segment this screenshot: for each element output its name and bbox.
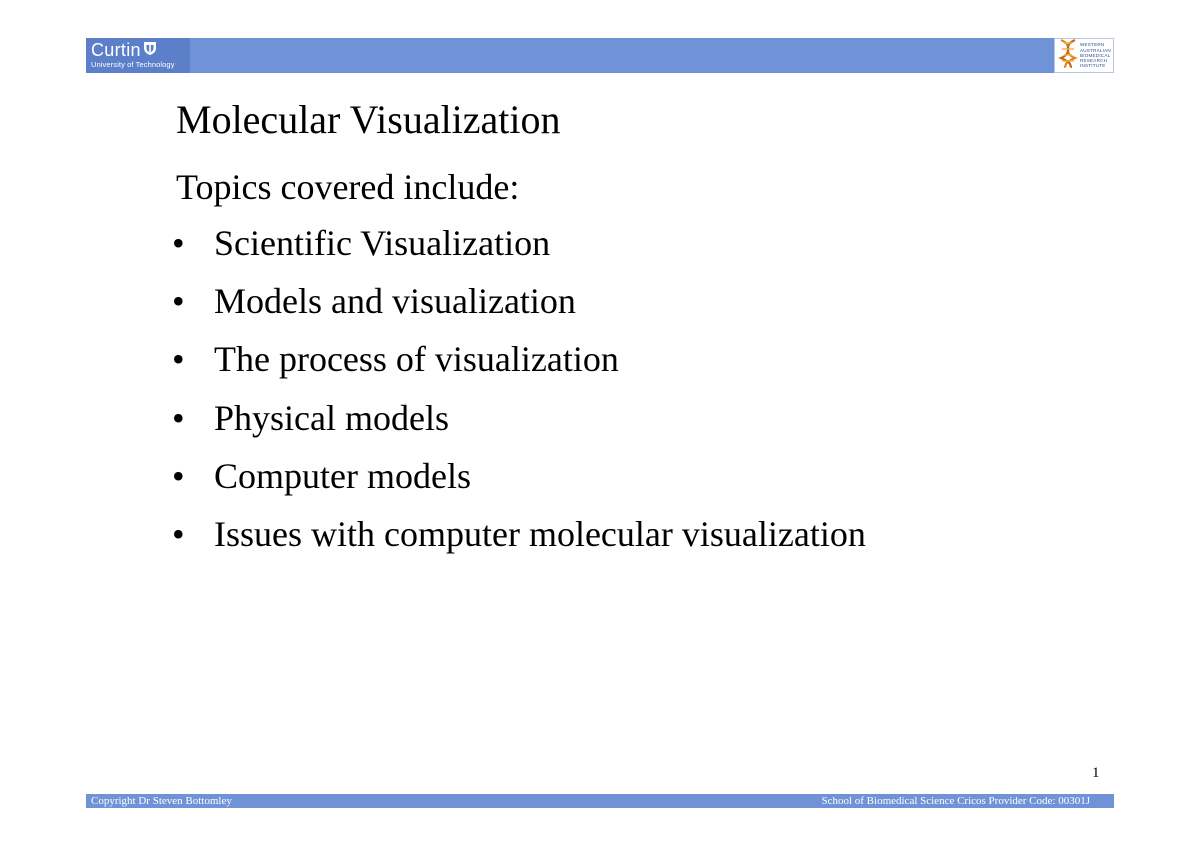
bullet: • bbox=[172, 339, 185, 380]
bullet: • bbox=[172, 397, 185, 438]
list-item bbox=[168, 338, 866, 396]
topic-text: Computer models bbox=[214, 455, 471, 496]
shield-icon bbox=[143, 40, 157, 60]
page-number: 1 bbox=[1092, 765, 1100, 781]
topic-text: Physical models bbox=[214, 397, 449, 438]
topic-text: The process of visualization bbox=[214, 339, 619, 380]
footer-bar bbox=[86, 794, 1114, 808]
topic-list bbox=[168, 222, 866, 571]
waibri-logo bbox=[1054, 38, 1114, 73]
waibri-logo-text: WESTERN AUSTRALIAN BIOMEDICAL RESEARCH INSTITUTE bbox=[1080, 42, 1111, 69]
slide-intro: Topics covered include: bbox=[176, 167, 520, 207]
curtin-logo-subtitle: University of Technology bbox=[91, 60, 175, 69]
bullet: • bbox=[172, 513, 185, 554]
list-item bbox=[168, 222, 866, 280]
slide-title: Molecular Visualization bbox=[176, 97, 561, 142]
bullet: • bbox=[172, 455, 185, 496]
bullet: • bbox=[172, 281, 185, 322]
curtin-logo-name: Curtin bbox=[91, 40, 141, 60]
topic-text: Issues with computer molecular visualization bbox=[214, 513, 866, 554]
list-item bbox=[168, 280, 866, 338]
school-text: School of Biomedical Science Cricos Provider Code: 00301J bbox=[821, 795, 1090, 807]
curtin-logo bbox=[86, 38, 190, 73]
list-item bbox=[168, 397, 866, 455]
list-item bbox=[168, 513, 866, 571]
copyright-text: Copyright Dr Steven Bottomley bbox=[91, 795, 232, 807]
dna-helix-icon bbox=[1058, 38, 1078, 73]
topic-text: Models and visualization bbox=[214, 281, 576, 322]
bullet: • bbox=[172, 223, 185, 263]
list-item bbox=[168, 455, 866, 513]
topic-text: Scientific Visualization bbox=[214, 223, 551, 263]
header-bar bbox=[86, 38, 1114, 73]
